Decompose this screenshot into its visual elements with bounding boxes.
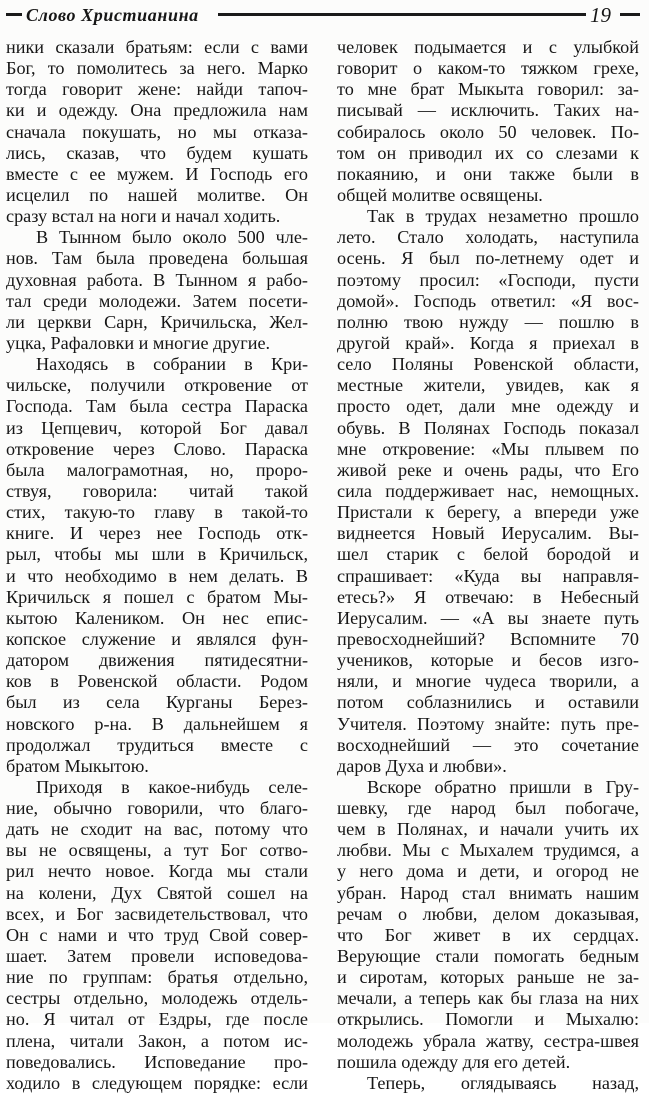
text-line: покаянию, и они также были в (337, 163, 639, 184)
text-line: Господа. Там была сестра Параска (6, 396, 308, 417)
text-line: даров Духа и любви». (337, 755, 507, 776)
text-line: виднеется Новый Иерусалим. Вы- (337, 523, 639, 544)
header-rule-middle (218, 13, 586, 16)
text-column-left (6, 37, 308, 1094)
text-line: другой край». Когда я приехал в (337, 332, 639, 353)
text-line: сила поддерживает нас, немощных. (337, 480, 639, 501)
text-line: дать не сходит на вас, потому что (6, 819, 308, 840)
paragraph-first-line: Вскоре обратно пришли в Гру- (367, 776, 639, 797)
text-line: шает. Затем провели исповедова- (6, 946, 308, 967)
text-line: нов. Там была проведена большая (6, 248, 308, 269)
text-line: лето. Стало холодать, наступила (337, 227, 639, 248)
text-line: мне откровение: «Мы плывем по (337, 438, 639, 459)
text-line: новского р-на. В дальнейшем я (6, 713, 308, 734)
text-line: вы не освящены, а тут Бог сотво- (6, 840, 308, 861)
text-line: братом Мыкытою. (6, 755, 149, 776)
text-line: ли церкви Сарн, Кричильска, Жел- (6, 311, 308, 332)
running-header (6, 4, 640, 30)
text-line: духовная работа. В Тынном я рабо- (6, 269, 308, 290)
text-line: домой». Господь ответил: «Я вос- (337, 290, 639, 311)
text-line: молодежь убрала жатву, сестра-швея (337, 1030, 639, 1051)
paragraph-first-line: В Тынном было около 500 чле- (36, 227, 308, 248)
header-rule-left (6, 13, 22, 16)
text-line: поведовались. Исповедание про- (6, 1051, 308, 1072)
header-rule-right (620, 13, 640, 16)
text-line: Кричильск я пошел с братом Мы- (6, 586, 308, 607)
text-line: откровение через Слово. Параска (6, 438, 308, 459)
text-line: исцелил по нашей молитве. Он (6, 184, 308, 205)
text-line: человек подымается и с улыбкой (337, 37, 639, 57)
text-line: продолжал трудиться вместе с (6, 734, 308, 755)
text-line: тогда говорит жене: найди тапоч- (6, 79, 308, 100)
text-line: сразу встал на ноги и начал ходить. (6, 206, 281, 227)
text-line: полню твою нужду — пошлю в (337, 311, 639, 332)
text-line: у него дома и дети, и огород не (337, 861, 639, 882)
text-line: етесь?» Я отвечаю: в Небесный (337, 586, 639, 607)
text-line: собиралось около 50 человек. По- (337, 121, 639, 142)
text-column-right (337, 37, 639, 1094)
text-line: всех, и Бог засвидетельствовал, что (6, 903, 308, 924)
text-line: рил нечто новое. Когда мы стали (6, 861, 308, 882)
paragraph-first-line: Находясь в собрании в Кри- (36, 354, 308, 375)
text-line: превосходнейший? Вспомните 70 (337, 628, 639, 649)
text-line: Пристали к берегу, а впереди уже (337, 502, 639, 523)
text-line: мечали, а теперь как бы глаза на них (337, 988, 639, 1009)
text-line: стих, такую-то главу в такой-то (6, 502, 308, 523)
text-line: и сиротам, которых раньше не за- (337, 967, 639, 988)
text-line: спрашивает: «Куда вы направля- (337, 565, 639, 586)
text-line: ствуя, говорила: читай такой (6, 480, 308, 501)
text-line: ходило в следующем порядке: если (6, 1072, 308, 1093)
text-line: чильске, получили откровение от (6, 375, 308, 396)
text-line: просто одет, дали мне одежду и (337, 396, 639, 417)
text-line: открылись. Помогли и Мыхалю: (337, 1009, 639, 1030)
text-line: ние по группам: братья отдельно, (6, 967, 308, 988)
text-line: чем в Полянах, и начали учить их (337, 819, 639, 840)
text-line: уцка, Рафаловки и многие другие. (6, 332, 271, 353)
text-line: том он приводил их со слезами к (337, 142, 639, 163)
text-line: ков в Ровенской области. Родом (6, 671, 308, 692)
text-line: Учителя. Поэтому знайте: путь пре- (337, 713, 639, 734)
text-line: поэтому просил: «Господи, пусти (337, 269, 639, 290)
text-line: Верующие стали помогать бедным (337, 946, 639, 967)
text-line: ки и одежду. Она предложила нам (6, 100, 308, 121)
text-line: восходнейший — это сочетание (337, 734, 639, 755)
text-line: сначала покушать, но мы отказа- (6, 121, 308, 142)
text-line: живой реке и очень рады, что Его (337, 459, 639, 480)
text-line: вместе с ее мужем. И Господь его (6, 163, 308, 184)
text-line: рыл, чтобы мы шли в Кричильск, (6, 544, 308, 565)
text-line: датором движения пятидесятни- (6, 650, 308, 671)
text-line: обувь. В Полянах Господь показал (337, 417, 639, 438)
text-line: речам о любви, делом доказывая, (337, 903, 639, 924)
text-line: говорит о каком-то тяжком грехе, (337, 58, 639, 79)
text-line: был из села Курганы Берез- (6, 692, 308, 713)
text-line: пошила одежду для его детей. (337, 1051, 571, 1072)
text-line: учеников, которые и бесов изго- (337, 650, 639, 671)
text-line: Бог, то помолитесь за него. Марко (6, 58, 308, 79)
text-line: убран. Народ стал внимать нашим (337, 882, 639, 903)
text-line: потом соблазнились и оставили (337, 692, 639, 713)
text-line: что Бог живет в их сердцах. (337, 924, 639, 945)
text-line: любви. Мы с Мыхалем трудимся, а (337, 840, 639, 861)
text-line: то мне брат Мыкыта говорил: за- (337, 79, 639, 100)
text-line: ники сказали братьям: если с вами (6, 37, 308, 57)
text-line: писывай — исключить. Таких на- (337, 100, 639, 121)
text-line: местные жители, увидев, как я (337, 375, 639, 396)
text-line: Иерусалим. — «А вы знаете путь (337, 607, 639, 628)
text-line: лись, сказав, что будем кушать (6, 142, 308, 163)
publication-title: Слово Христианина (26, 5, 199, 25)
paragraph-first-line: Теперь, оглядываясь назад, (367, 1072, 639, 1093)
text-line: но. Я читал от Ездры, где после (6, 1009, 308, 1030)
text-line: была малограмотная, но, проро- (6, 459, 308, 480)
text-line: общей молитве освящены. (337, 184, 543, 205)
text-line: сестры отдельно, молодежь отдель- (6, 988, 308, 1009)
text-line: тал среди молодежи. Затем посети- (6, 290, 308, 311)
text-line: кытою Калеником. Он нес епис- (6, 607, 308, 628)
text-line: Он с нами и что труд Свой совер- (6, 924, 308, 945)
text-line: и что необходимо в нем делать. В (6, 565, 308, 586)
text-line: плена, читали Закон, а потом ис- (6, 1030, 308, 1051)
text-line: шел старик с белой бородой и (337, 544, 639, 565)
text-line: шевку, где народ был побогаче, (337, 798, 639, 819)
text-line: на колени, Дух Святой сошел на (6, 882, 308, 903)
text-line: ние, обычно говорили, что благо- (6, 798, 308, 819)
text-line: копское служение и являлся фун- (6, 628, 308, 649)
text-line: няли, и многие чудеса творили, а (337, 671, 639, 692)
text-line: из Цепцевич, которой Бог давал (6, 417, 308, 438)
page-number: 19 (590, 3, 611, 27)
text-line: село Поляны Ровенской области, (337, 354, 639, 375)
text-line: книге. И через нее Господь отк- (6, 523, 308, 544)
text-line: осень. Я был по-летнему одет и (337, 248, 639, 269)
paragraph-first-line: Приходя в какое-нибудь селе- (36, 776, 308, 797)
paragraph-first-line: Так в трудах незаметно прошло (367, 206, 639, 227)
